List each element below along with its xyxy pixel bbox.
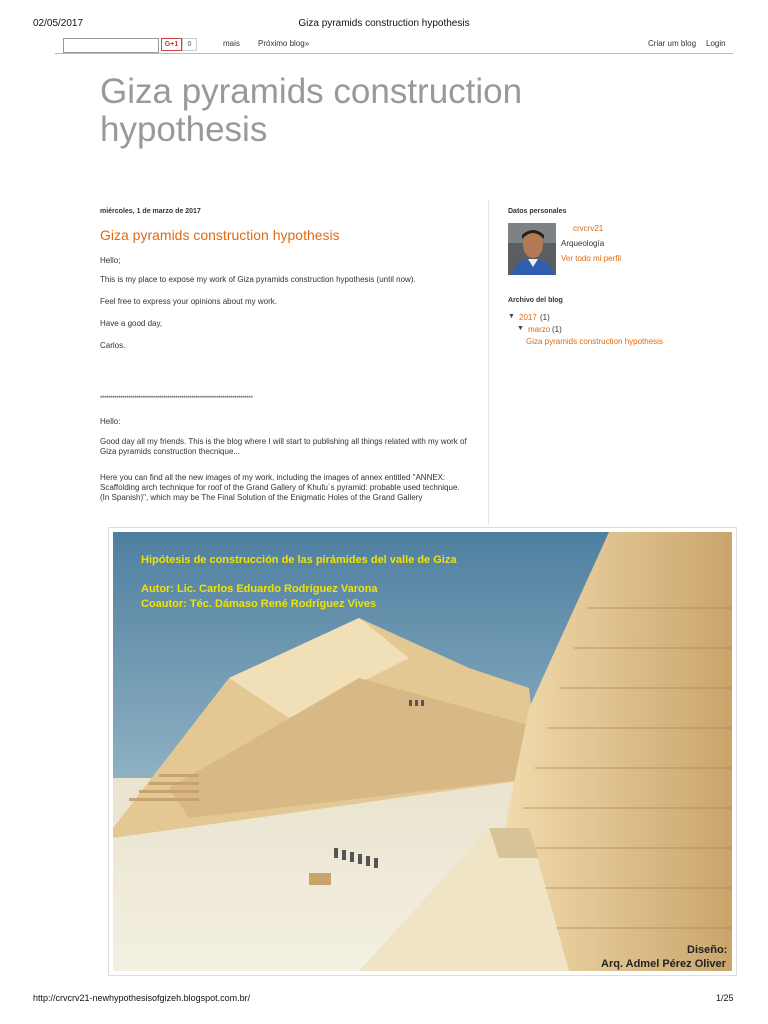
blog-title[interactable]: Giza pyramids construction hypothesis	[100, 72, 523, 149]
post-image[interactable]	[108, 527, 737, 976]
post-title[interactable]: Giza pyramids construction hypothesis	[100, 227, 340, 243]
post-paragraph: Good day all my friends. This is the blog where I will start to publishing all things related with my work of Giza pyramids construction thecnique...	[100, 437, 467, 456]
avatar[interactable]	[508, 223, 556, 275]
create-blog-link[interactable]: Criar um blog	[648, 39, 697, 48]
post-paragraph: Hello:	[100, 417, 121, 426]
post-paragraph: Here you can find all the new images of my work, including the images of annex entitled "ANNEX: Scaffolding arch technique for roof of the Grand Gallery of Khufu´s pyramid: probable used technique. (In Spanish)", which may be The Final Solution of the Enigmatic Holes of the Grand Gallery	[100, 473, 460, 502]
post-paragraph: Hello;	[100, 256, 121, 265]
gplus-button[interactable]: G+1	[161, 38, 182, 51]
archive-year[interactable]: 2017	[519, 313, 537, 322]
post-date: miércoles, 1 de marzo de 2017	[100, 208, 201, 215]
print-title: Giza pyramids construction hypothesis	[298, 18, 470, 29]
archive-year-count: (1)	[540, 313, 550, 322]
archive-month[interactable]: marzo	[528, 325, 551, 334]
archive-month-count: (1)	[552, 325, 562, 334]
login-link[interactable]: Login	[706, 39, 726, 48]
post-paragraph: Have a good day,	[100, 319, 163, 328]
more-link[interactable]: mais	[223, 39, 240, 48]
search-input[interactable]	[63, 38, 159, 53]
next-blog-link[interactable]: Próximo blog»	[258, 39, 310, 48]
view-profile-link[interactable]: Ver todo mi perfil	[561, 254, 622, 263]
post-paragraph: This is my place to expose my work of Giza pyramids construction hypothesis (until now).	[100, 275, 416, 284]
gplus-count: 0	[182, 38, 197, 51]
image-design-label: Diseño:	[687, 944, 728, 956]
archive-post-link[interactable]: Giza pyramids construction hypothesis	[526, 337, 663, 346]
footer-page-number: 1/25	[716, 993, 734, 1003]
image-designer: Arq. Admel Pérez Oliver	[601, 958, 726, 970]
expand-triangle-icon[interactable]: ▼	[508, 313, 515, 320]
post-paragraph: Carlos.	[100, 341, 126, 350]
archive-header: Archivo del blog	[508, 297, 563, 304]
image-author: Autor: Lic. Carlos Eduardo Rodríguez Varona	[141, 583, 378, 595]
expand-triangle-icon[interactable]: ▼	[517, 325, 524, 332]
person-icon	[508, 223, 556, 275]
post-paragraph: Feel free to express your opinions about my work.	[100, 297, 277, 306]
image-caption-title: Hipótesis de construcción de las pirámides del valle de Giza	[141, 554, 457, 566]
separator-stars: ***************************************************************************	[100, 396, 253, 402]
image-coauthor: Coautor: Téc. Dámaso René Rodríguez Vives	[141, 598, 377, 610]
column-divider	[488, 200, 489, 525]
profile-header: Datos personales	[508, 208, 567, 215]
print-date: 02/05/2017	[33, 18, 84, 29]
profile-profession: Arqueología	[561, 239, 605, 248]
navbar-divider	[55, 53, 733, 54]
pyramid-scene-image	[109, 528, 736, 975]
profile-username[interactable]: crvcrv21	[573, 224, 604, 233]
footer-url: http://crvcrv21-newhypothesisofgizeh.blogspot.com.br/	[33, 993, 251, 1003]
